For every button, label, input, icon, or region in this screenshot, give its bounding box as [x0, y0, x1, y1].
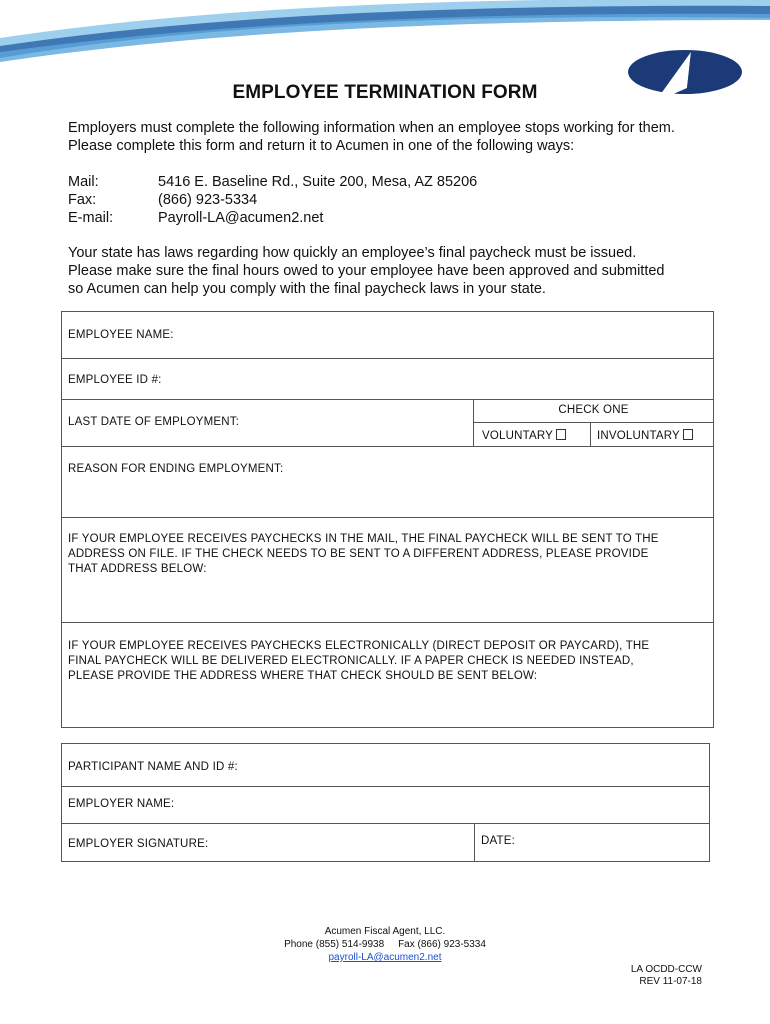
- laws-line: Your state has laws regarding how quickly an employee’s final paycheck must be issued.: [68, 245, 637, 261]
- form-code: [631, 964, 702, 988]
- intro-line: Please complete this form and return it to Acumen in one of the following ways:: [68, 138, 575, 154]
- footer-phone-fax: [0, 938, 770, 951]
- contact-info: [68, 173, 477, 227]
- involuntary-checkbox[interactable]: [683, 429, 693, 440]
- employer-name-field[interactable]: [62, 786, 709, 823]
- mail-address-field[interactable]: [62, 517, 713, 622]
- contact-row-mail: [68, 173, 477, 191]
- reason-field[interactable]: [62, 446, 713, 517]
- email-label: E-mail:: [68, 210, 114, 226]
- employee-id-field[interactable]: [62, 358, 713, 399]
- mail-label: Mail:: [68, 174, 99, 190]
- voluntary-checkbox[interactable]: [556, 429, 566, 440]
- employee-form-table: [61, 311, 714, 728]
- check-one-label: CHECK ONE: [558, 404, 629, 416]
- participant-label: PARTICIPANT NAME AND ID #:: [68, 761, 238, 773]
- voluntary-label: VOLUNTARY: [482, 430, 554, 442]
- form-code-label: LA OCDD-CCW: [630, 964, 702, 975]
- contact-row-email: [68, 209, 477, 227]
- employee-id-label: EMPLOYEE ID #:: [68, 374, 162, 386]
- mail-paragraph: IF YOUR EMPLOYEE RECEIVES PAYCHECKS IN THE MAIL, THE FINAL PAYCHECK WILL BE SENT TO THE ADDRESS ON FILE. IF THE CHECK NEEDS TO BE SENT TO A DIFFERENT ADDRESS, PLEASE PROVIDE THAT ADDRESS BELOW:: [68, 533, 659, 575]
- date-label: DATE:: [481, 835, 516, 847]
- employer-signature-field[interactable]: [62, 823, 474, 862]
- footer-phone: Phone (855) 514-9938: [284, 939, 385, 950]
- intro-line: Employers must complete the following information when an employee stops working for them.: [68, 120, 675, 136]
- laws-text: [68, 244, 718, 298]
- electronic-address-field[interactable]: [62, 622, 713, 727]
- footer: [0, 925, 770, 964]
- participant-field[interactable]: [62, 744, 709, 786]
- date-field[interactable]: [475, 823, 709, 862]
- voluntary-option[interactable]: [474, 423, 590, 446]
- contact-row-fax: [68, 191, 477, 209]
- employer-name-label: EMPLOYER NAME:: [68, 798, 175, 810]
- electronic-paragraph: IF YOUR EMPLOYEE RECEIVES PAYCHECKS ELECTRONICALLY (DIRECT DEPOSIT OR PAYCARD), THE FINAL PAYCHECK WILL BE DELIVERED ELECTRONICALLY. IF A PAPER CHECK IS NEEDED INSTEAD, PLEASE PROVIDE THE ADDRESS WHERE THAT CHECK SHOULD BE SENT BELOW:: [68, 640, 650, 682]
- last-date-label: LAST DATE OF EMPLOYMENT:: [68, 416, 240, 428]
- employer-signature-label: EMPLOYER SIGNATURE:: [68, 838, 209, 850]
- reason-label: REASON FOR ENDING EMPLOYMENT:: [68, 463, 284, 475]
- footer-fax: Fax (866) 923-5334: [398, 939, 486, 950]
- mail-address: 5416 E. Baseline Rd., Suite 200, Mesa, AZ 85206: [158, 174, 478, 190]
- employee-name-field[interactable]: [62, 312, 713, 358]
- involuntary-label: INVOLUNTARY: [597, 430, 680, 442]
- involuntary-option[interactable]: [591, 423, 713, 446]
- employer-form-table: [61, 743, 710, 862]
- fax-number: (866) 923-5334: [158, 192, 258, 208]
- last-date-field[interactable]: [62, 399, 473, 446]
- footer-email-link[interactable]: payroll-LA@acumen2.net: [328, 952, 442, 963]
- footer-company: Acumen Fiscal Agent, LLC.: [324, 926, 446, 937]
- intro-text: [68, 119, 718, 155]
- laws-line: Please make sure the final hours owed to your employee have been approved and submitted: [68, 263, 665, 279]
- email-address[interactable]: Payroll-LA@acumen2.net: [158, 210, 324, 226]
- laws-line: so Acumen can help you comply with the final paycheck laws in your state.: [68, 281, 546, 297]
- fax-label: Fax:: [68, 192, 97, 208]
- revision-label: REV 11-07-18: [639, 976, 702, 987]
- page-title: EMPLOYEE TERMINATION FORM: [232, 82, 538, 103]
- employee-name-label: EMPLOYEE NAME:: [68, 329, 174, 341]
- check-one-header: [474, 399, 713, 422]
